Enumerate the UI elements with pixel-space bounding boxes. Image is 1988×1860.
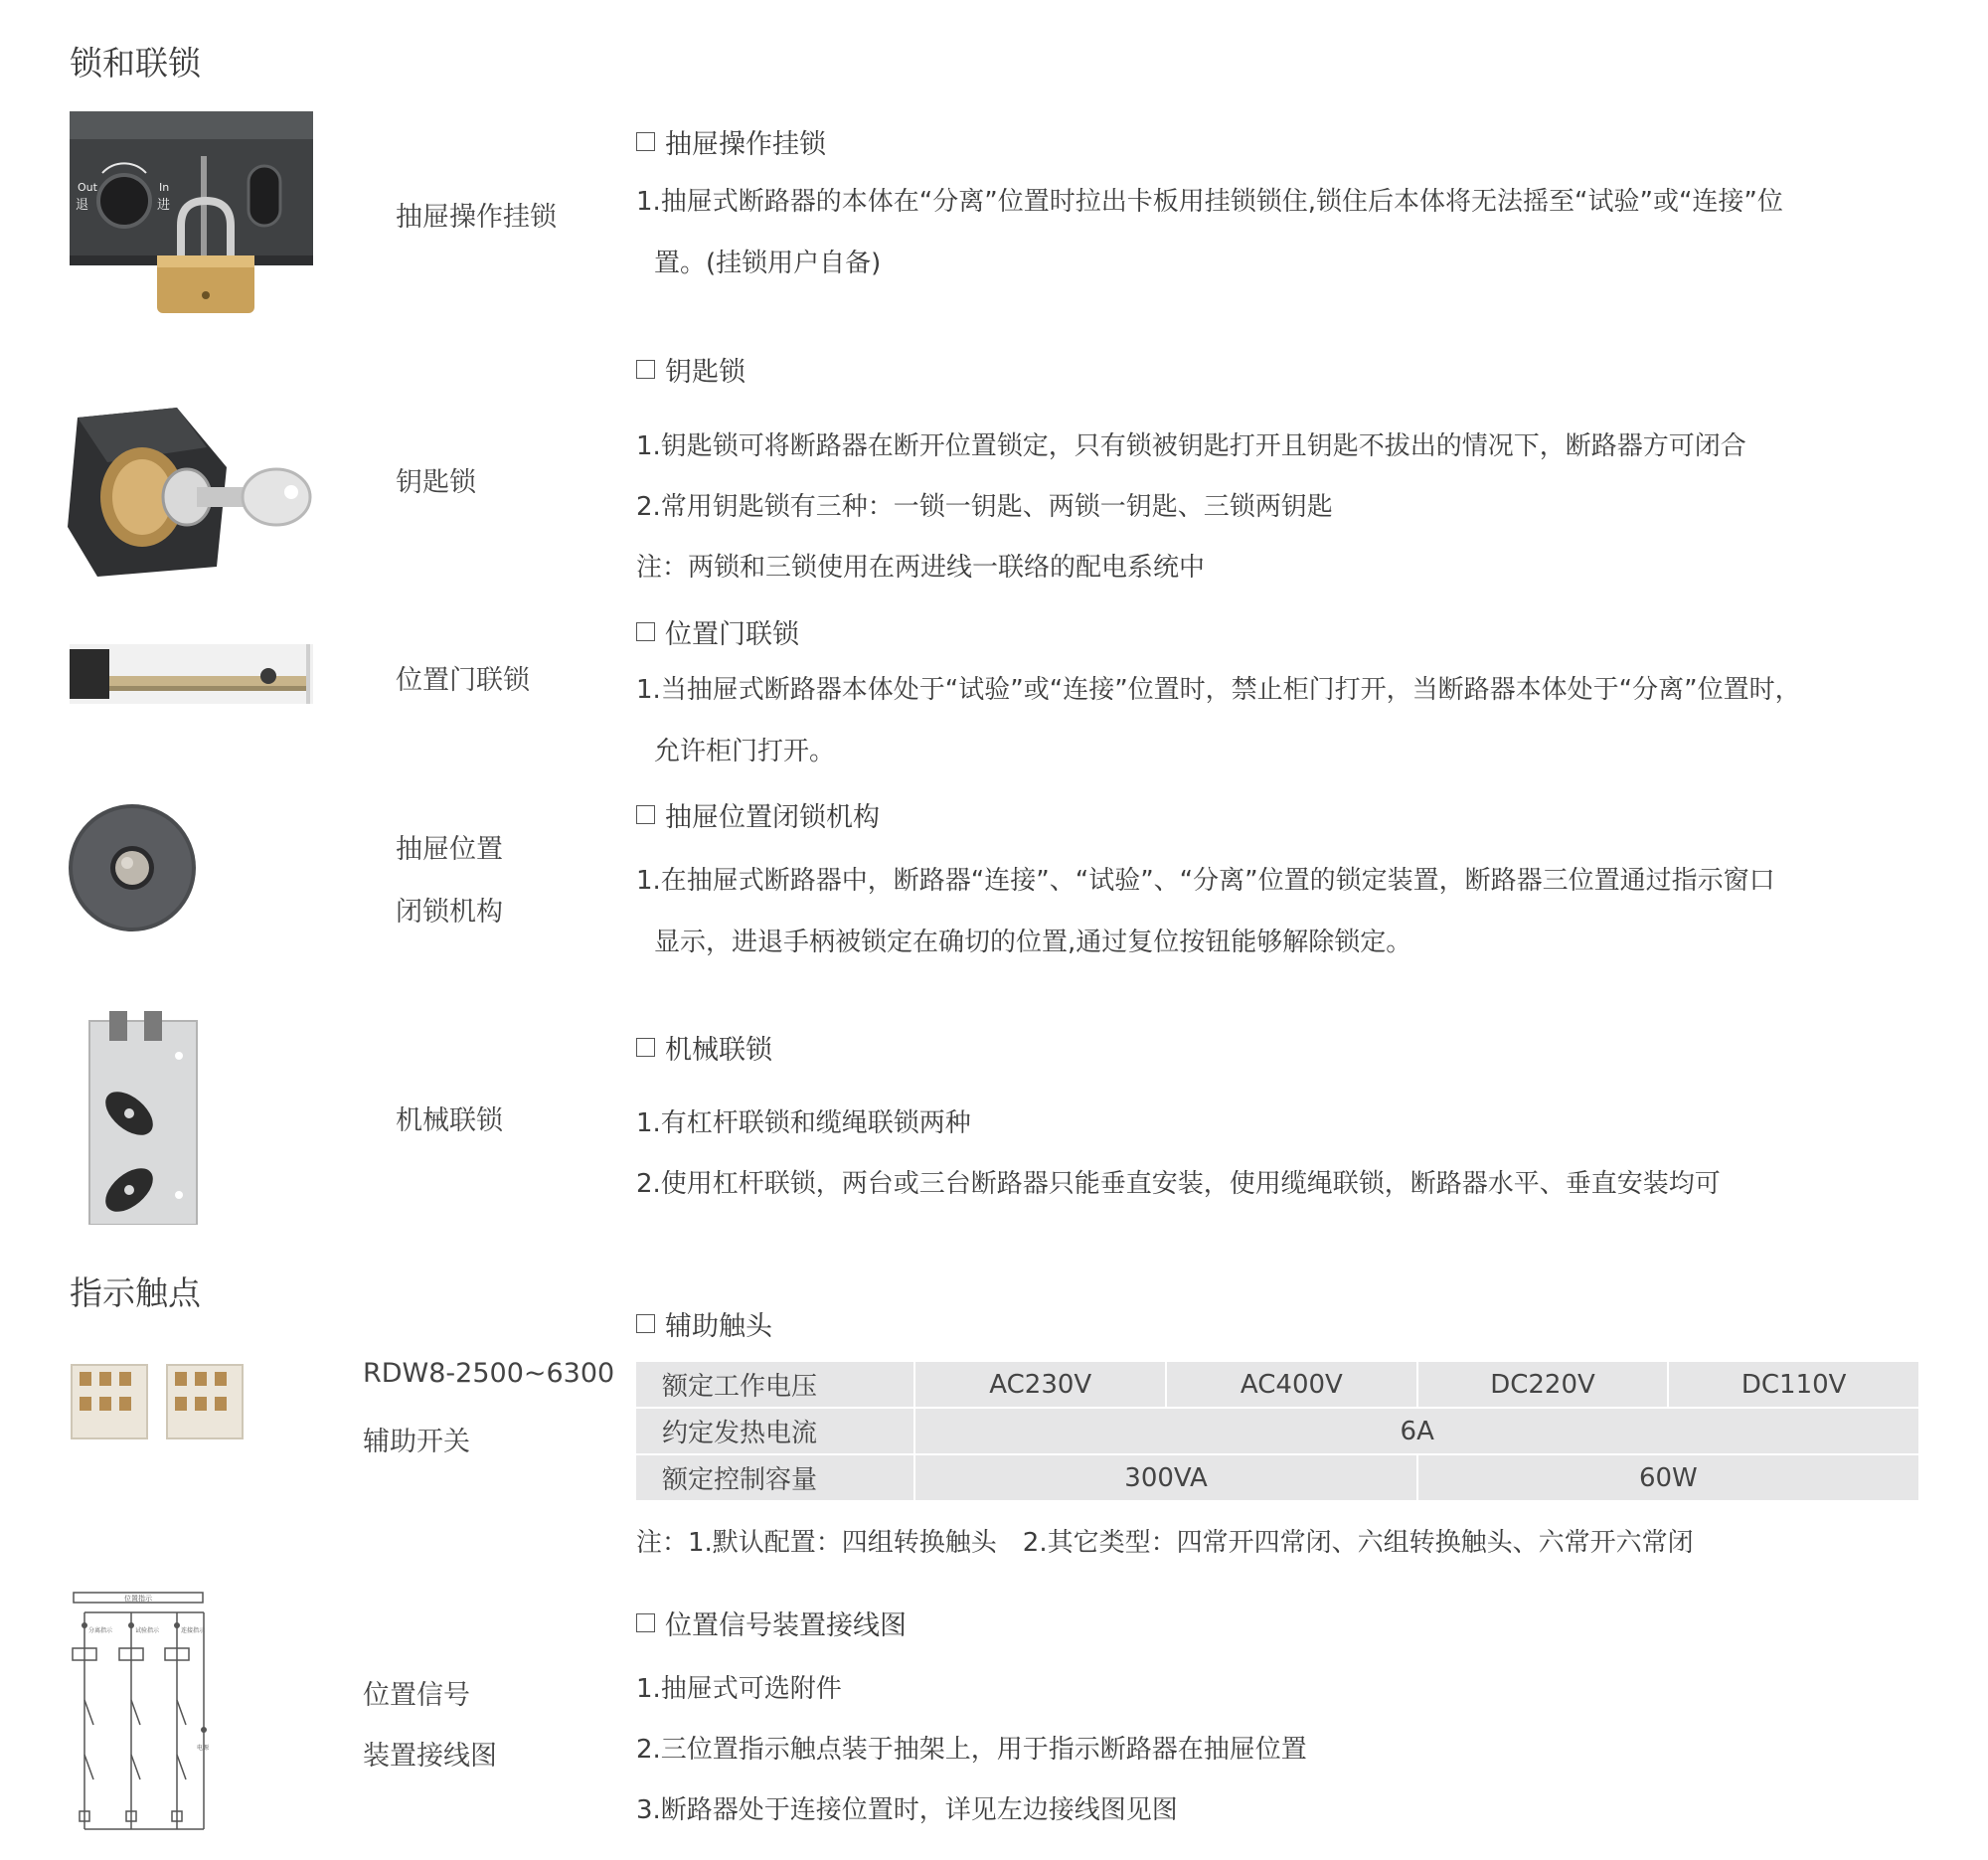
table-row-header: 额定工作电压 — [635, 1361, 914, 1408]
item-label-position-lock: 抽屉位置 — [396, 834, 503, 865]
checkbox-square-icon — [636, 132, 655, 151]
text-line: 3.断路器处于连接位置时，详见左边接线图见图 — [636, 1795, 1178, 1825]
item-label-padlock: 抽屉操作挂锁 — [396, 202, 557, 233]
checkbox-square-icon — [636, 360, 655, 379]
text-line: 1.在抽屉式断路器中，断路器“连接”、“试验”、“分离”位置的锁定装置，断路器三位置通过指示窗口 — [636, 866, 1775, 896]
door-interlock-bar-icon — [70, 644, 313, 704]
checkbox-square-icon — [636, 1038, 655, 1057]
table-cell: 60W — [1417, 1454, 1919, 1501]
heading-aux-contacts: 辅助触头 — [636, 1304, 772, 1343]
text-line: 2.常用钥匙锁有三种：一锁一钥匙、两锁一钥匙、三锁两钥匙 — [636, 492, 1333, 522]
text-line: 2.使用杠杆联锁，两台或三台断路器只能垂直安装，使用缆绳联锁，断路器水平、垂直安装均可 — [636, 1169, 1721, 1199]
auxiliary-switch-icon — [70, 1357, 248, 1441]
text-line: 显示，进退手柄被锁定在确切的位置,通过复位按钮能够解除锁定。 — [654, 928, 1412, 957]
item-label-door-interlock: 位置门联锁 — [396, 665, 530, 696]
table-cell: DC110V — [1668, 1361, 1919, 1408]
checkbox-square-icon — [636, 622, 655, 641]
text-line: 允许柜门打开。 — [654, 737, 836, 766]
text-line: 注：两锁和三锁使用在两进线一联络的配电系统中 — [636, 553, 1206, 583]
table-cell: 300VA — [914, 1454, 1416, 1501]
mechanical-interlock-plate-icon — [84, 1006, 199, 1225]
aux-label-model: RDW8-2500~6300 — [363, 1358, 615, 1389]
svg-text:连接指示: 连接指示 — [181, 1627, 206, 1634]
wiring-label: 装置接线图 — [363, 1741, 497, 1772]
table-row-header: 额定控制容量 — [635, 1454, 914, 1501]
svg-text:电源: 电源 — [197, 1745, 209, 1752]
heading-mechanical-interlock: 机械联锁 — [636, 1028, 772, 1067]
heading-key-lock: 钥匙锁 — [636, 350, 746, 389]
table-cell: 6A — [914, 1408, 1919, 1454]
table-row — [635, 1408, 1919, 1454]
table-cell: AC230V — [914, 1361, 1166, 1408]
item-label-position-lock: 闭锁机构 — [396, 897, 503, 928]
svg-text:In: In — [159, 181, 170, 194]
svg-text:位置指示: 位置指示 — [124, 1595, 152, 1603]
table-cell: AC400V — [1166, 1361, 1417, 1408]
heading-wiring: 位置信号装置接线图 — [636, 1604, 907, 1642]
table-row — [635, 1454, 1919, 1501]
text-line: 1.抽屉式可选附件 — [636, 1674, 842, 1704]
svg-text:试验指示: 试验指示 — [135, 1627, 160, 1634]
item-label-key-lock: 钥匙锁 — [396, 467, 476, 498]
key-lock-icon — [68, 408, 316, 577]
section-title-locks: 锁和联锁 — [70, 44, 201, 83]
heading-position-lock: 抽屉位置闭锁机构 — [636, 795, 880, 834]
checkbox-square-icon — [636, 1613, 655, 1632]
heading-padlock: 抽屉操作挂锁 — [636, 122, 826, 161]
text-line: 1.抽屉式断路器的本体在“分离”位置时拉出卡板用挂锁锁住,锁住后本体将无法摇至“试验”或“连接”位 — [636, 187, 1783, 217]
svg-text:Out: Out — [78, 181, 97, 194]
section-title-contacts: 指示触点 — [70, 1273, 201, 1312]
checkbox-square-icon — [636, 1314, 655, 1333]
svg-text:进: 进 — [157, 198, 171, 213]
svg-text:退: 退 — [76, 198, 89, 213]
table-row — [635, 1361, 1919, 1408]
spec-table — [634, 1360, 1920, 1502]
table-cell: DC220V — [1417, 1361, 1669, 1408]
checkbox-square-icon — [636, 805, 655, 824]
padlock-icon — [70, 111, 313, 315]
text-line: 2.三位置指示触点装于抽架上，用于指示断路器在抽屉位置 — [636, 1735, 1307, 1765]
text-line: 1.当抽屉式断路器本体处于“试验”或“连接”位置时，禁止柜门打开，当断路器本体处于“分离”位置时， — [636, 675, 1801, 705]
text-line: 1.有杠杆联锁和缆绳联锁两种 — [636, 1108, 971, 1138]
item-label-mechanical-interlock: 机械联锁 — [396, 1105, 503, 1136]
svg-text:分离指示: 分离指示 — [88, 1627, 113, 1634]
reset-button-icon — [68, 801, 202, 935]
text-line: 置。(挂锁用户自备) — [654, 249, 882, 278]
aux-label-name: 辅助开关 — [363, 1427, 470, 1457]
wiring-label: 位置信号 — [363, 1680, 470, 1711]
wiring-diagram — [70, 1591, 209, 1849]
aux-note: 注：1.默认配置：四组转换触头 2.其它类型：四常开四常闭、六组转换触头、六常开六常闭 — [636, 1528, 1694, 1558]
heading-door-interlock: 位置门联锁 — [636, 612, 799, 651]
table-row-header: 约定发热电流 — [635, 1408, 914, 1454]
text-line: 1.钥匙锁可将断路器在断开位置锁定，只有锁被钥匙打开且钥匙不拔出的情况下，断路器方可闭合 — [636, 431, 1746, 461]
